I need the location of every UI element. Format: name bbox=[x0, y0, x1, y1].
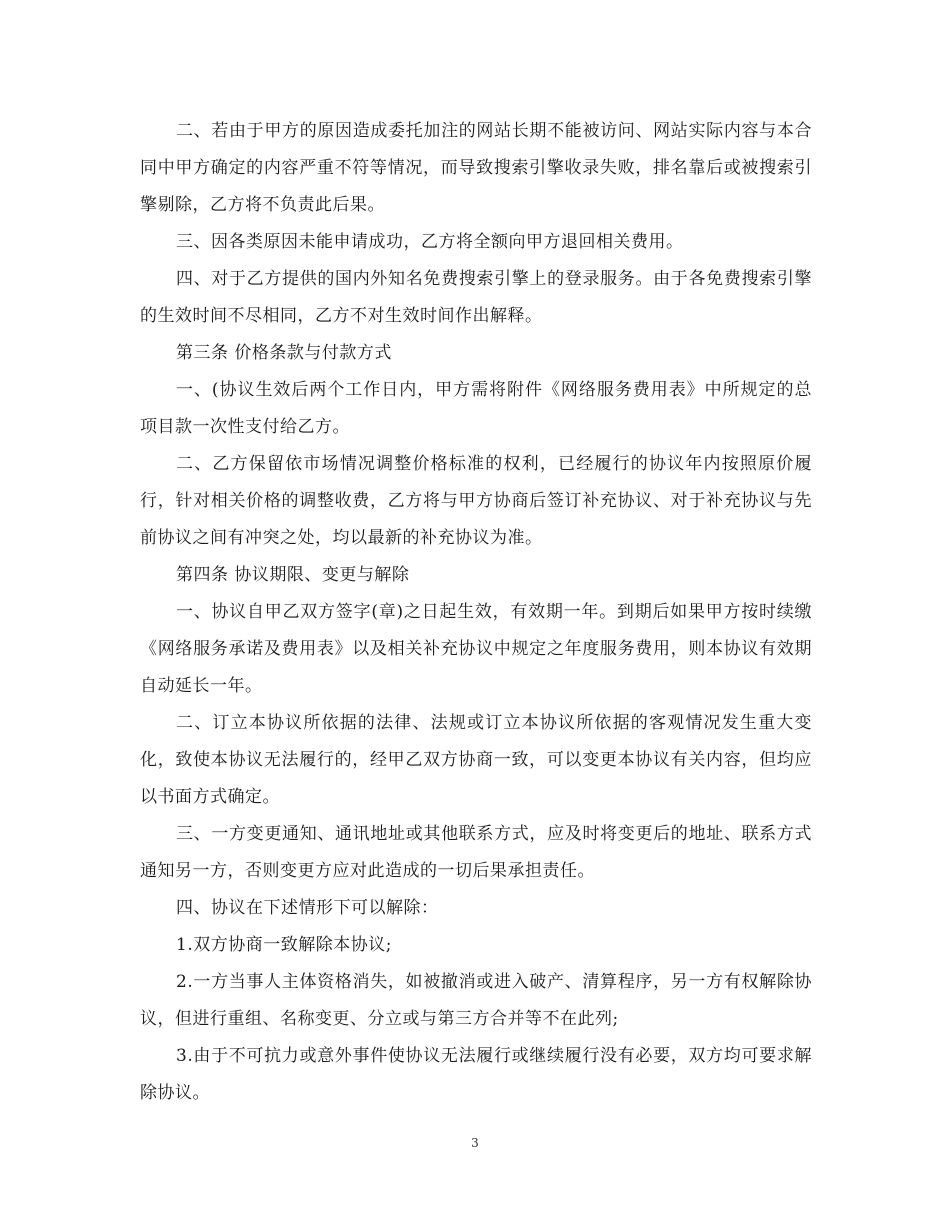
paragraph: 四、协议在下述情形下可以解除： bbox=[176, 898, 439, 918]
section-heading: 第四条 协议期限、变更与解除 bbox=[176, 565, 410, 585]
document-body bbox=[140, 113, 812, 1112]
paragraph: 二、订立本协议所依据的法律、法规或订立本协议所依据的客观情况发生重大变化，致使本协议无法履行的，经甲乙双方协商一致，可以变更本协议有关内容，但均应以书面方式确定。 bbox=[140, 713, 812, 807]
paragraph: 二、若由于甲方的原因造成委托加注的网站长期不能被访问、网站实际内容与本合同中甲方确定的内容严重不符等情况，而导致搜索引擎收录失败，排名靠后或被搜索引擎剔除，乙方将不负责此后果。 bbox=[140, 121, 812, 215]
paragraph: 一、协议自甲乙双方签字(章)之日起生效，有效期一年。到期后如果甲方按时续缴《网络服务承诺及费用表》以及相关补充协议中规定之年度服务费用，则本协议有效期自动延长一年。 bbox=[140, 602, 812, 696]
paragraph: 三、一方变更通知、通讯地址或其他联系方式，应及时将变更后的地址、联系方式通知另一方，否则变更方应对此造成的一切后果承担责任。 bbox=[140, 824, 812, 881]
page-number: 3 bbox=[471, 1136, 479, 1150]
section-heading: 第三条 价格条款与付款方式 bbox=[176, 343, 392, 363]
paragraph: 四、对于乙方提供的国内外知名免费搜索引擎上的登录服务。由于各免费搜索引擎的生效时间不尽相同，乙方不对生效时间作出解释。 bbox=[140, 269, 812, 326]
list-item: 2.一方当事人主体资格消失，如被撤消或进入破产、清算程序，另一方有权解除协议，但进行重组、名称变更、分立或与第三方合并等不在此列; bbox=[140, 972, 812, 1029]
paragraph: 三、因各类原因未能申请成功，乙方将全额向甲方退回相关费用。 bbox=[176, 232, 684, 252]
list-item: 1.双方协商一致解除本协议; bbox=[176, 935, 392, 955]
list-item: 3.由于不可抗力或意外事件使协议无法履行或继续履行没有必要，双方均可要求解除协议。 bbox=[140, 1046, 812, 1103]
paragraph: 一、(协议生效后两个工作日内，甲方需将附件《网络服务费用表》中所规定的总项目款一次性支付给乙方。 bbox=[140, 380, 812, 437]
paragraph: 二、乙方保留依市场情况调整价格标准的权利，已经履行的协议年内按照原价履行，针对相关价格的调整收费，乙方将与甲方协商后签订补充协议、对于补充协议与先前协议之间有冲突之处，均以最新的补充协议为准。 bbox=[140, 454, 812, 548]
